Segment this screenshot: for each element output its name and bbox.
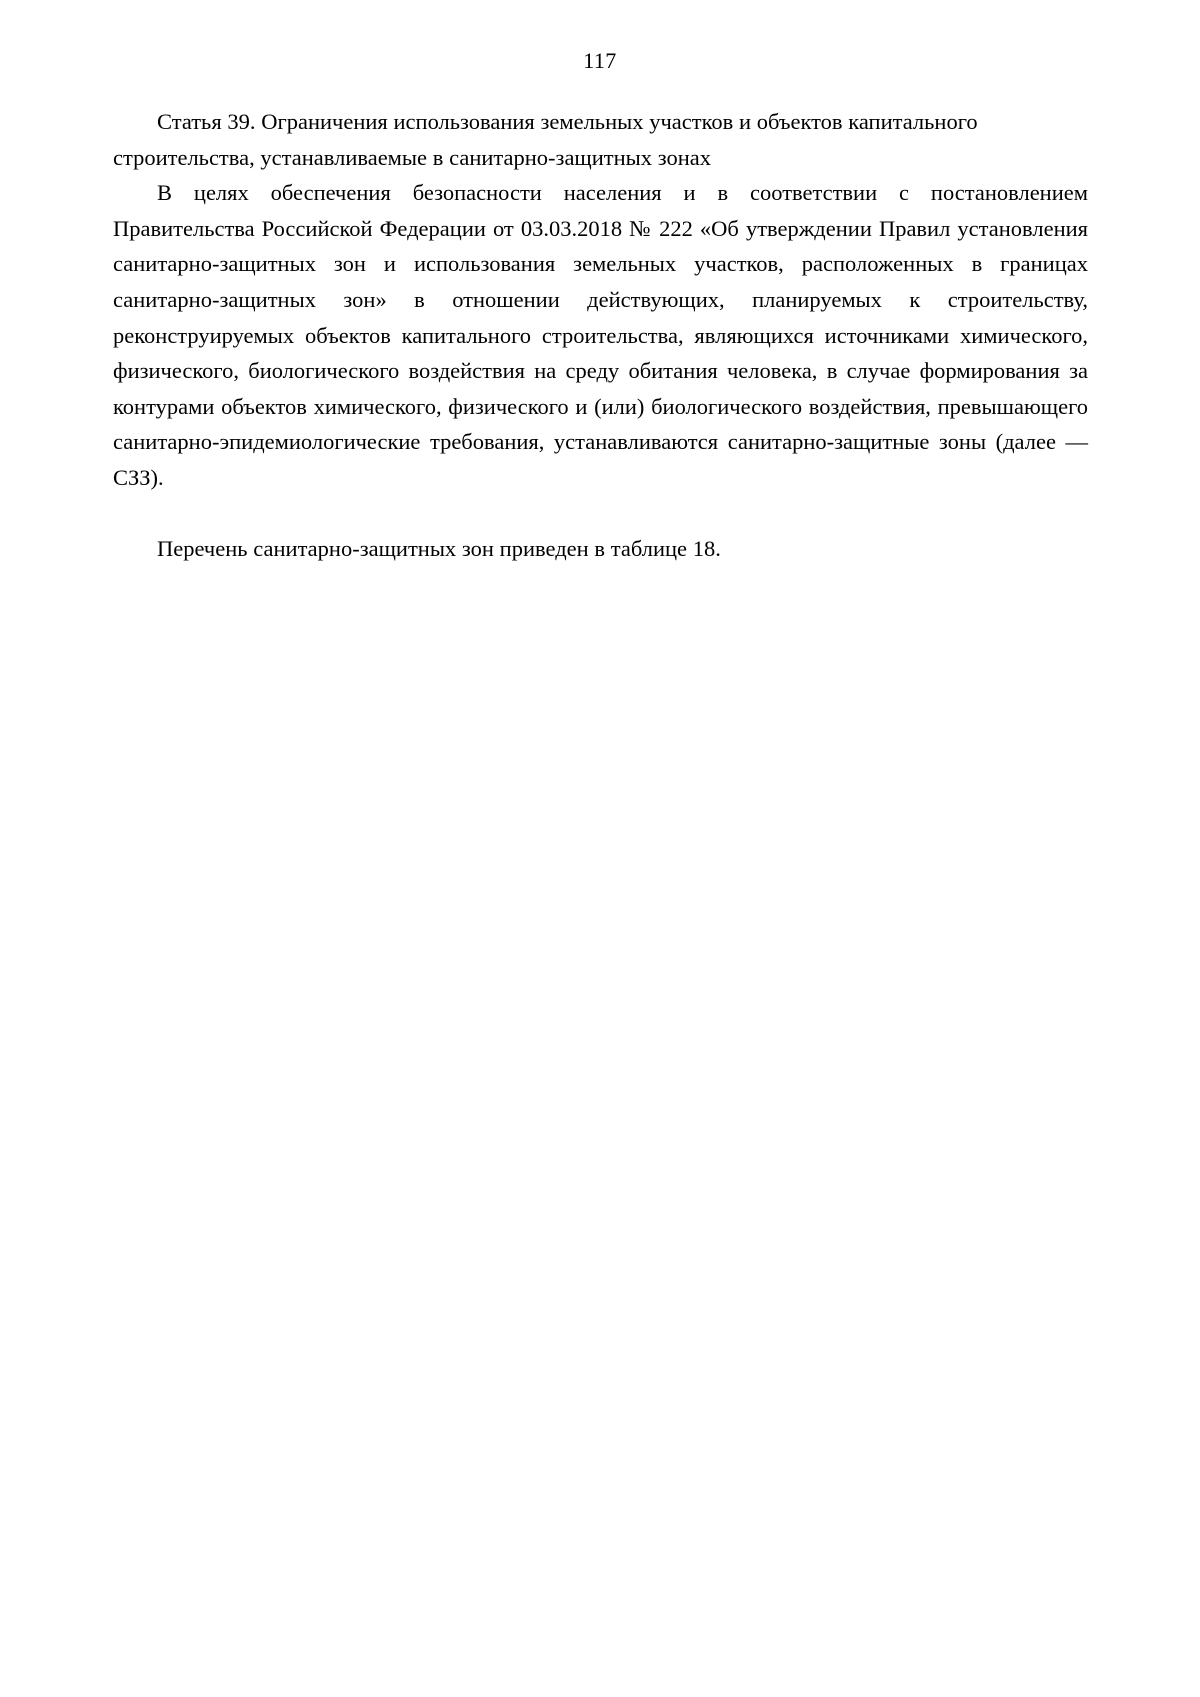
closing-paragraph: Перечень санитарно-защитных зон приведен в таблице 18. xyxy=(157,536,721,562)
text-block xyxy=(113,104,1088,567)
body-paragraph: В целях обеспечения безопасности населения и в соответствии с постановлением Правительства Российской Федерации от 03.03.2018 № 222 «Об утверждении Правил установления санитарно-защитных зон и использования земельных участков, расположенных в границах санитарно-защитных зон» в отношении действующих, планируемых к строительству, реконструируемых объектов капитального строительства, являющихся источниками химического, физического, биологического воздействия на среду обитания человека, в случае формирования за контурами объектов химического, физического и (или) биологического воздействия, превышающего санитарно-эпидемиологические требования, устанавливаются санитарно-защитные зоны (далее — СЗЗ). xyxy=(113,180,1088,490)
article-heading: Статья 39. Ограничения использования земельных участков и объектов капитального строительства, устанавливаемые в санитарно-защитных зонах xyxy=(113,109,978,170)
page-number: 117 xyxy=(583,48,617,73)
